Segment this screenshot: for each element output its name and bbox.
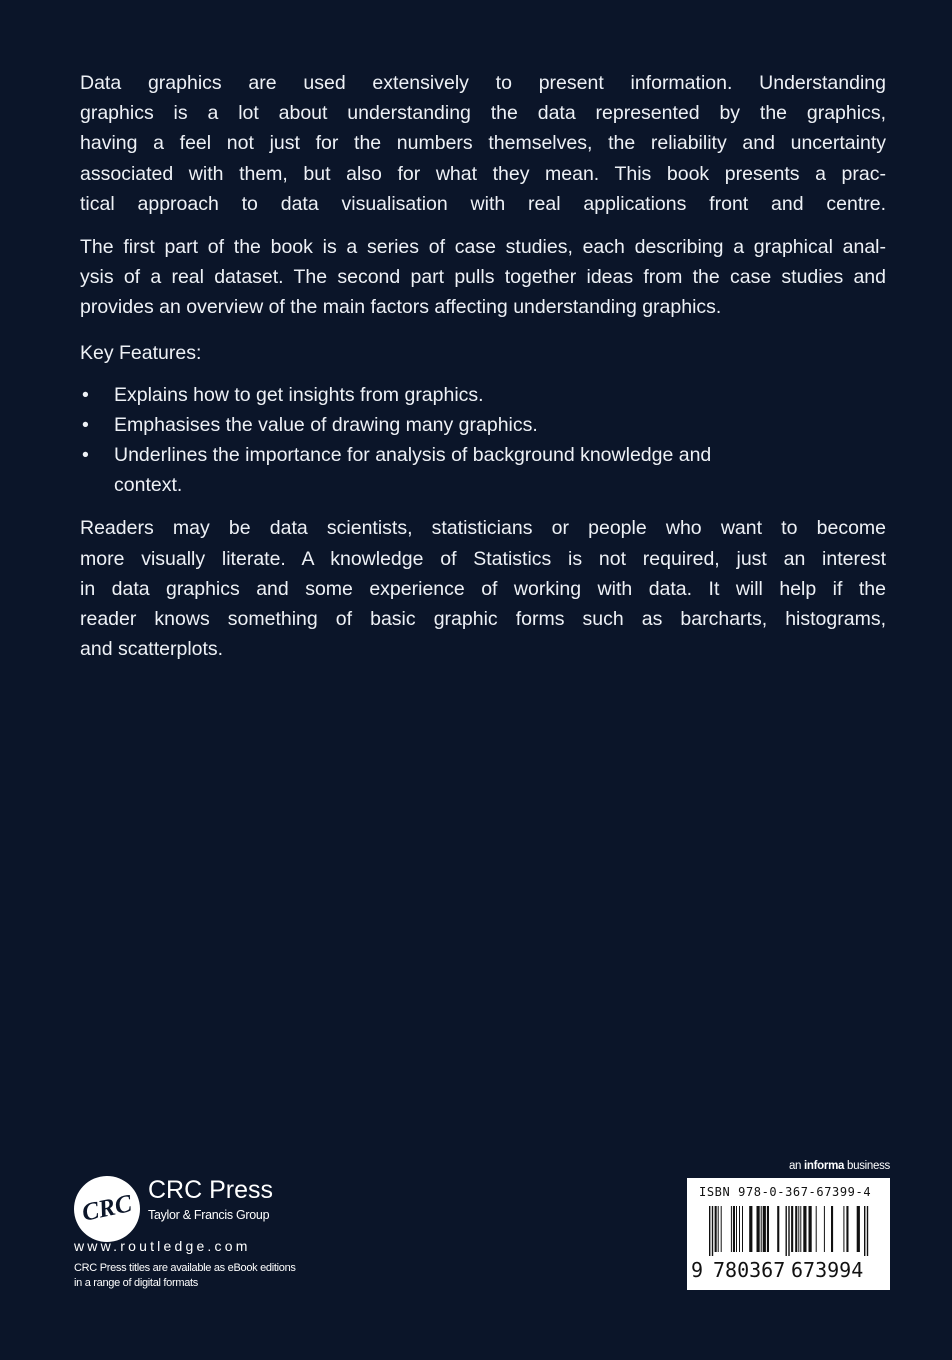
bullet-icon: • bbox=[82, 444, 89, 467]
key-features-heading: Key Features: bbox=[80, 341, 202, 364]
barcode-bar bbox=[857, 1206, 860, 1252]
isbn-label: ISBN 978-0-367-67399-4 bbox=[699, 1185, 872, 1199]
barcode-first-digit: 9 bbox=[691, 1258, 704, 1282]
informa-brand: informa bbox=[804, 1160, 845, 1172]
barcode-bar bbox=[803, 1206, 806, 1252]
barcode-bar bbox=[721, 1206, 722, 1252]
publisher-url: www.routledge.com bbox=[74, 1238, 251, 1254]
text-line: graphics is a lot about understanding the data represented by the graphics, bbox=[80, 102, 886, 125]
bullet-icon: • bbox=[82, 383, 89, 406]
feature-bullet bbox=[80, 410, 886, 440]
text-line: associated with them, but also for what they mean. This book presents a prac- bbox=[80, 162, 886, 185]
text-line: more visually literate. A knowledge of Statistics is not required, just an interest bbox=[80, 547, 886, 570]
text-line: reader knows something of basic graphic forms such as barcharts, histograms, bbox=[80, 608, 886, 630]
barcode-group-2: 673994 bbox=[791, 1258, 864, 1282]
bullet-text: Underlines the importance for analysis of background knowledge and bbox=[114, 444, 712, 467]
informa-tagline bbox=[789, 1159, 890, 1173]
barcode-bar bbox=[709, 1206, 710, 1256]
barcode-bar bbox=[809, 1206, 812, 1252]
bullet-text: Emphasises the value of drawing many graphics. bbox=[114, 413, 538, 436]
informa-suffix: business bbox=[844, 1160, 890, 1172]
text-line: having a feel not just for the numbers themselves, the reliability and uncertainty bbox=[80, 132, 886, 155]
barcode-bar bbox=[816, 1206, 817, 1252]
description-paragraph-1 bbox=[80, 68, 886, 664]
ebook-note: in a range of digital formats bbox=[74, 1277, 198, 1289]
feature-bullet-continuation bbox=[80, 470, 886, 500]
barcode-bar bbox=[795, 1206, 797, 1252]
barcode-bar bbox=[712, 1206, 713, 1256]
feature-bullet bbox=[80, 380, 886, 410]
barcode-bar bbox=[715, 1206, 717, 1252]
barcode-bar bbox=[831, 1206, 833, 1252]
barcode-bar bbox=[736, 1206, 737, 1252]
text-line: in data graphics and some experience of working with data. It will help if the bbox=[80, 577, 886, 600]
barcode-bar bbox=[800, 1206, 801, 1252]
crc-logo-icon: CRC bbox=[68, 1170, 146, 1248]
informa-prefix: an bbox=[788, 1160, 805, 1172]
barcode-bar bbox=[867, 1206, 868, 1256]
barcode-bars bbox=[699, 1206, 879, 1256]
bullet-text: Explains how to get insights from graphics. bbox=[114, 383, 484, 406]
barcode-bar bbox=[763, 1206, 766, 1252]
barcode-group-1: 780367 bbox=[713, 1258, 786, 1282]
barcode-bar bbox=[798, 1206, 799, 1252]
text-line: provides an overview of the main factors affecting understanding graphics. bbox=[80, 296, 722, 319]
barcode-bar bbox=[718, 1206, 719, 1252]
text-line: Data graphics are used extensively to present information. Understanding bbox=[80, 72, 886, 94]
feature-bullet bbox=[80, 440, 886, 470]
text-line: and scatterplots. bbox=[80, 638, 224, 661]
barcode-bar bbox=[742, 1206, 743, 1252]
text-line: ysis of a real dataset. The second part pulls together ideas from the case studies and bbox=[80, 266, 886, 289]
barcode-bar bbox=[824, 1206, 825, 1252]
isbn-barcode bbox=[687, 1178, 890, 1290]
text-line: tical approach to data visualisation with real applications front and centre. bbox=[80, 192, 886, 215]
barcode-bar bbox=[739, 1206, 740, 1252]
ebook-note: CRC Press titles are available as eBook editions bbox=[74, 1262, 296, 1274]
barcode-bar bbox=[733, 1206, 735, 1252]
barcode-bar bbox=[846, 1206, 848, 1252]
barcode-bar bbox=[731, 1206, 732, 1252]
text-line: Readers may be data scientists, statisticians or people who want to become bbox=[80, 517, 886, 540]
publisher-name: CRC Press bbox=[148, 1176, 274, 1204]
barcode-bar bbox=[788, 1206, 789, 1256]
publisher-group: Taylor & Francis Group bbox=[148, 1208, 270, 1222]
bullet-icon: • bbox=[82, 413, 89, 436]
barcode-bar bbox=[749, 1206, 752, 1252]
barcode-bar bbox=[767, 1206, 769, 1252]
barcode-bar bbox=[843, 1206, 844, 1252]
barcode-bar bbox=[777, 1206, 779, 1252]
text-line: The first part of the book is a series of case studies, each describing a graphical anal- bbox=[80, 235, 886, 258]
barcode-bar bbox=[864, 1206, 865, 1256]
bullet-text: context. bbox=[114, 474, 183, 497]
barcode-bar bbox=[761, 1206, 762, 1252]
barcode-bar bbox=[786, 1206, 787, 1256]
barcode-bar bbox=[757, 1206, 760, 1252]
barcode-bar bbox=[791, 1206, 793, 1252]
